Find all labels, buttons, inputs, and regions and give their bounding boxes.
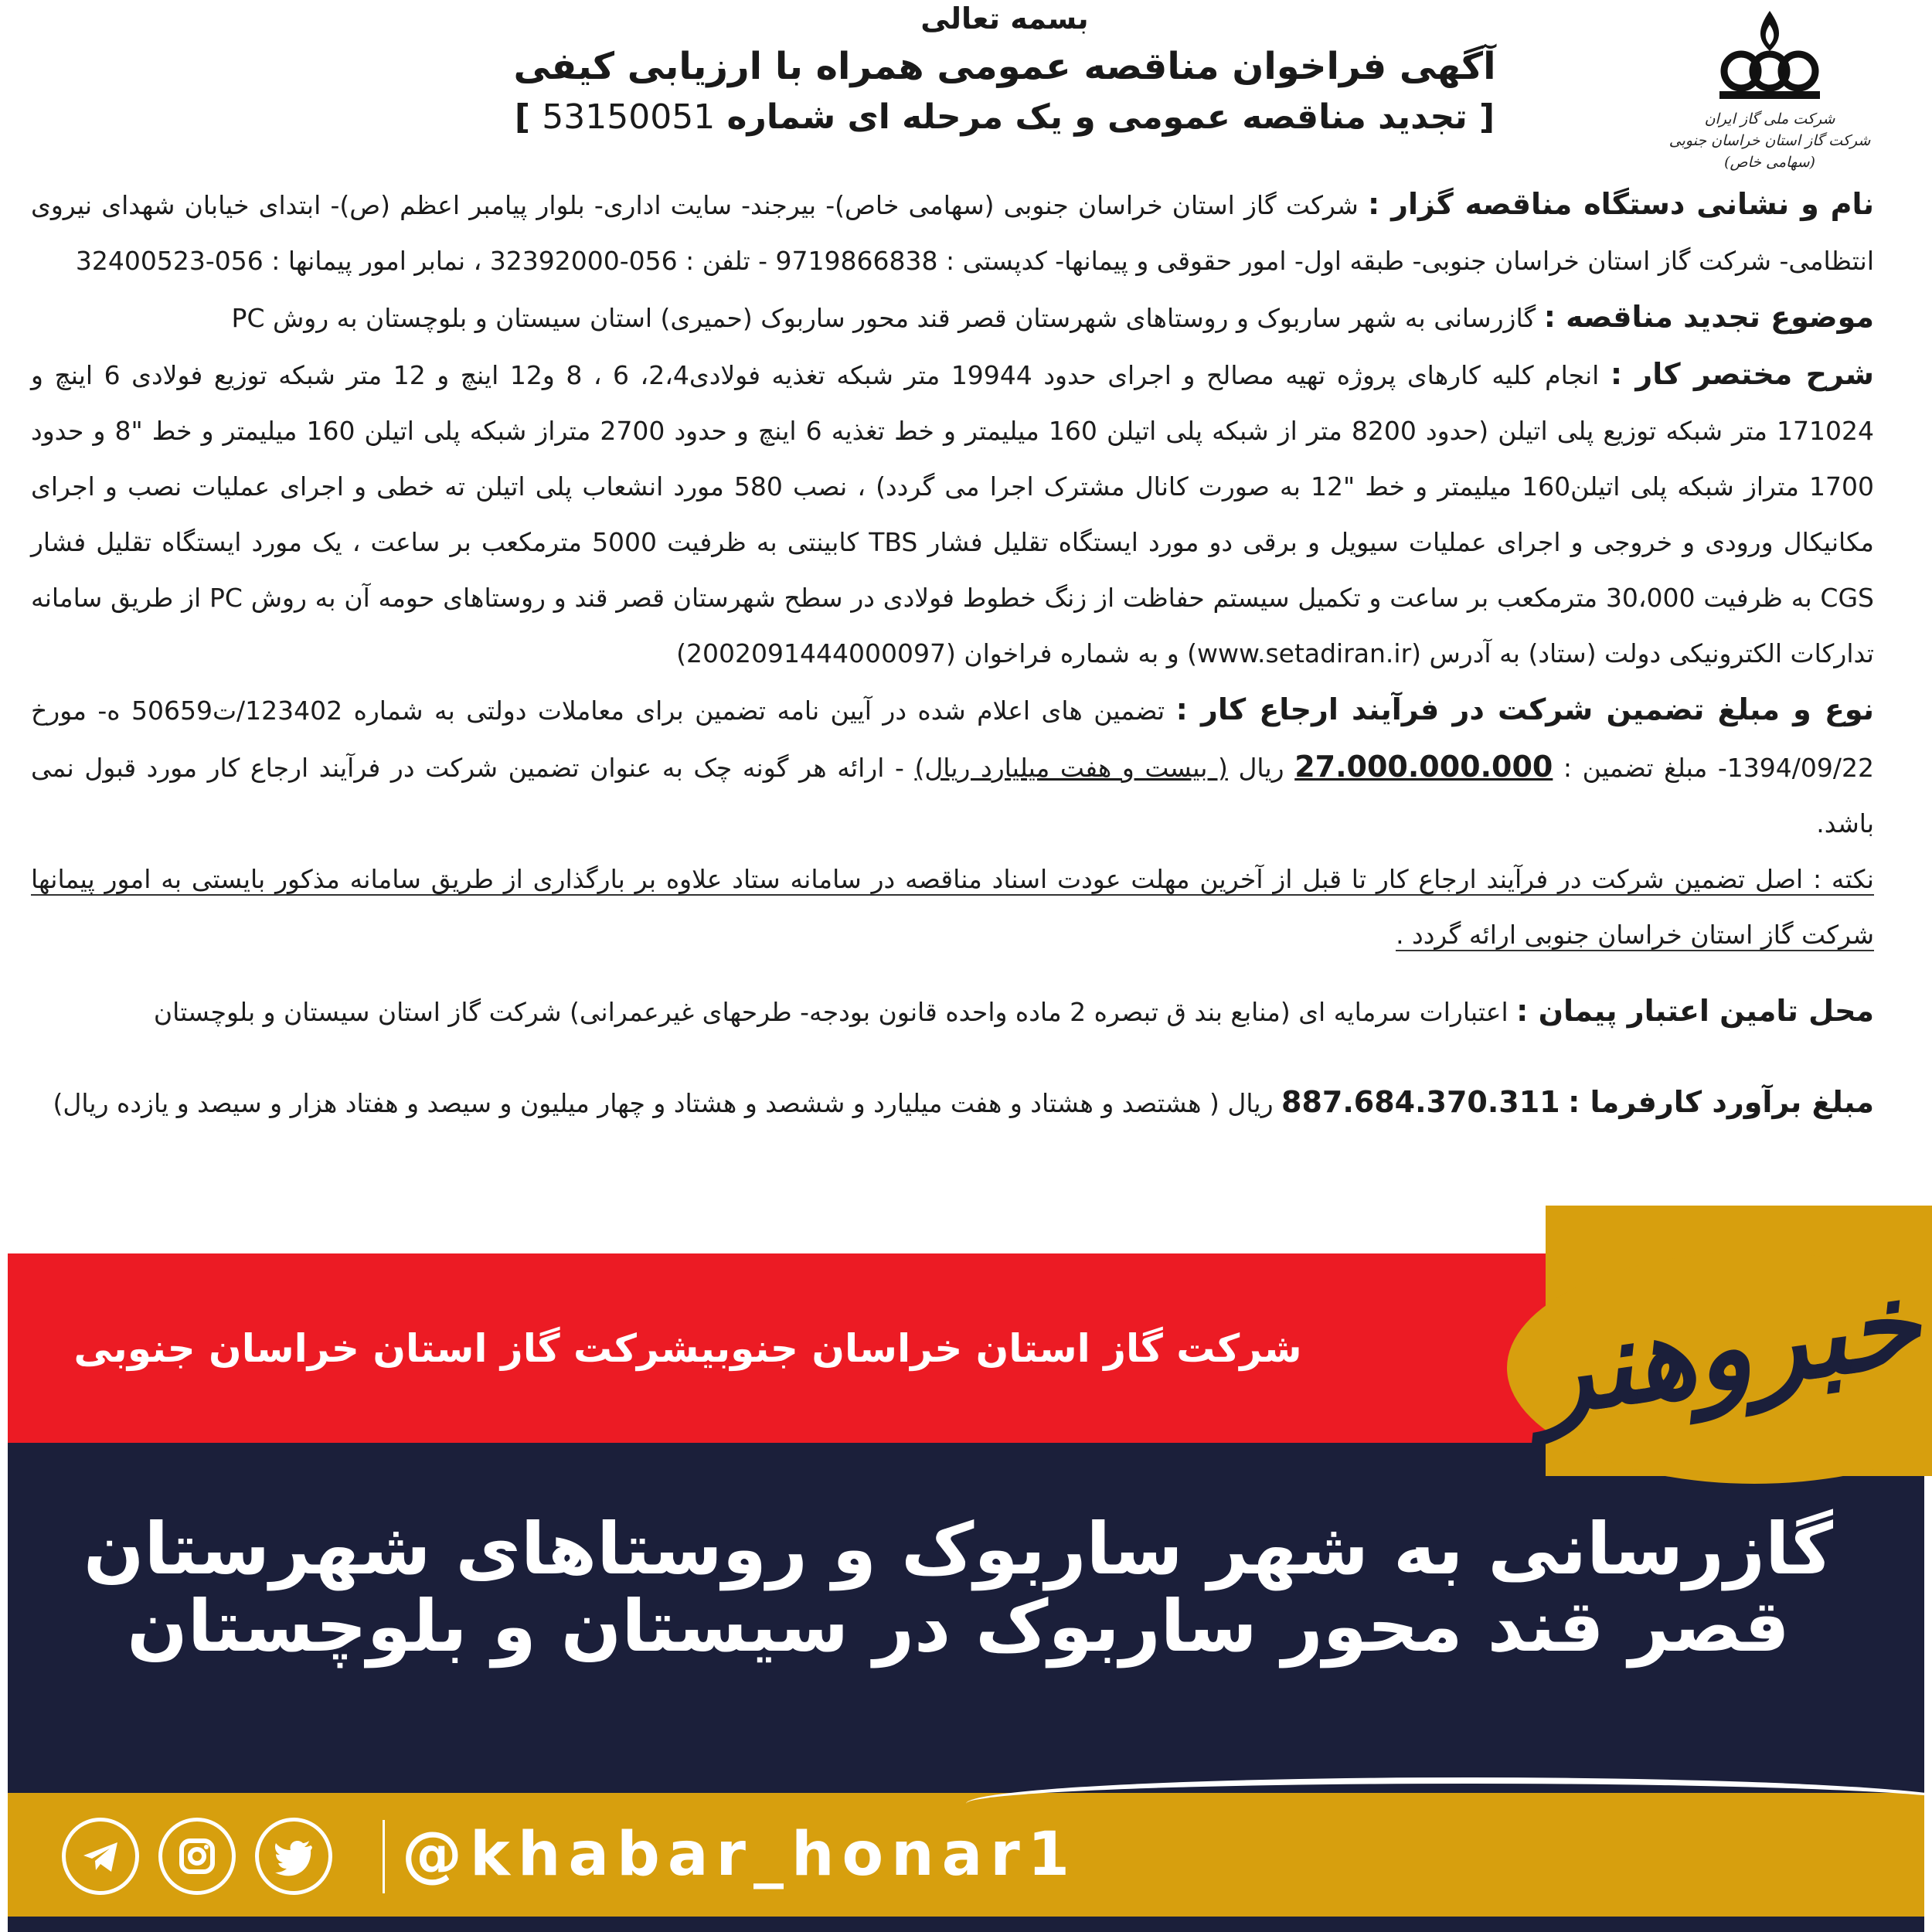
note-paragraph (31, 852, 1874, 963)
telegram-glyph (79, 1835, 122, 1878)
organizer-text: شرکت گاز استان خراسان جنوبی (سهامی خاص)- بیرجند- سایت اداری- بلوار پیامبر اعظم (ص)- ابتدای خیابان شهدای نیروی انتظامی- شرکت گاز استان خراسان جنوبی- طبقه اول- امور حقوقی و پیمانها- کدپستی : 9719866838 - تلفن : 056-32392000 ، نمابر امور پیمانها : 056-32400523 (31, 190, 1874, 276)
red-caption-text: شرکت گاز استان خراسان جنوبیشرکت گاز استان خراسان جنوبی (73, 1325, 1302, 1371)
subject-paragraph (31, 289, 1874, 346)
twitter-glyph (272, 1835, 315, 1878)
guarantee-text-1: تضمین های اعلام شده در آیین نامه تضمین برای معاملات دولتی به شماره 123402/ت50659 ه- مورخ 1394/09/22- مبلغ تضمین : (31, 696, 1874, 783)
flame-logo-icon (1712, 8, 1828, 108)
nigc-logo (1662, 8, 1878, 170)
instagram-icon[interactable] (158, 1818, 236, 1895)
guarantee-text-3: - ارائه هر گونه چک به عنوان تضمین شرکت در فرآیند ارجاع کار مورد قبول نمی باشد. (31, 753, 1874, 838)
organizer-paragraph (31, 176, 1874, 289)
headline: گازرسانی به شهر ساربوک و روستاهای شهرستان قصر قند محور ساربوک در سیستان و بلوچستان (83, 1508, 1834, 1668)
funding-label: محل تامین اعتبار پیمان : (1516, 994, 1874, 1028)
tender-number: 53150051 (542, 97, 716, 137)
notice-subtitle (433, 97, 1577, 137)
social-handle[interactable]: @khabar_honar1 (402, 1820, 1077, 1889)
social-divider (383, 1820, 385, 1893)
logo-caption-2: شرکت گاز استان خراسان جنوبی (سهامی خاص) (1668, 132, 1871, 171)
scope-label: شرح مختصر کار : (1610, 357, 1874, 391)
twitter-icon[interactable] (255, 1818, 332, 1895)
subtitle-prefix: [ تجدید مناقصه عمومی و یک مرحله ای شماره (726, 97, 1495, 137)
brand-logo: خبروهنر (1526, 1254, 1928, 1443)
estimate-label: مبلغ برآورد کارفرما : (1568, 1085, 1874, 1119)
subject-text: گازرسانی به شهر ساربوک و روستاهای شهرستان قصر قند محور ساربوک (حمیری) استان سیستان و بلوچستان به روش PC (231, 303, 1536, 333)
scope-text: انجام کلیه کارهای پروژه تهیه مصالح و اجرای حدود 19944 متر شبکه تغذیه فولادی2،4، 6 ، 8 و12 اینچ و 12 متر شبکه توزیع فولادی 6 اینچ و 171024 متر شبکه توزیع پلی اتیلن (حدود 8200 متر از شبکه پلی اتیلن 160 میلیمتر و خط تغذیه 6 اینچ و حدود 2700 متراز شبکه پلی اتیلن 160 میلیمتر و خط "8 و حدود 1700 متراز شبکه پلی اتیلن160 میلیمتر و خط "12 به صورت کانال مشترک اجرا می گردد) ، نصب 580 مورد انشعاب پلی اتیلن ته خطی و اجرای عملیات نصب و اجرای مکانیکال ورودی و خروجی و اجرای عملیات سیویل و برقی دو مورد ایستگاه تقلیل فشار TBS کابینتی به ظرفیت 5000 مترمکعب بر ساعت ، یک مورد ایستگاه تقلیل فشار CGS به ظرفیت 30،000 مترمکعب بر ساعت و تکمیل سیستم حفاظت از زنگ خطوط فولادی در سطح شهرستان قصر قند و روستاهای حومه آن به روش PC از طریق سامانه تدارکات الکترونیکی دولت (ستاد) به آدرس (www.setadiran.ir) و به شماره فراخوان (2002091444000097) (31, 360, 1875, 668)
social-bar-curve (966, 1777, 1932, 1830)
guarantee-label: نوع و مبلغ تضمین شرکت در فرآیند ارجاع کار : (1175, 692, 1874, 726)
estimate-paragraph (31, 1074, 1874, 1131)
scope-paragraph (31, 346, 1874, 682)
guarantee-text-2: ریال (1238, 753, 1284, 783)
logo-caption-1: شرکت ملی گاز ایران (1704, 111, 1835, 128)
guarantee-paragraph (31, 682, 1874, 852)
guarantee-amount: 27.000.000.000 (1294, 750, 1553, 784)
notice-title: آگهی فراخوان مناقصه عمومی همراه با ارزیابی کیفی (513, 45, 1496, 88)
organizer-label: نام و نشانی دستگاه مناقصه گزار : (1368, 187, 1875, 221)
telegram-icon[interactable] (62, 1818, 139, 1895)
subtitle-suffix: ] (514, 97, 530, 137)
subject-label: موضوع تجدید مناقصه : (1543, 300, 1874, 334)
guarantee-words: ( بیست و هفت میلیارد ریال) (914, 753, 1228, 783)
notice-body (31, 176, 1874, 1131)
instagram-glyph (175, 1835, 219, 1878)
estimate-amount: 887.684.370.311 (1281, 1085, 1560, 1119)
note-text: نکته : اصل تضمین شرکت در فرآیند ارجاع کار تا قبل از آخرین مهلت عودت اسناد مناقصه در سامانه ستاد علاوه بر بارگذاری از طریق سامانه مذکور بایستی به امور پیمانها شرکت گاز استان خراسان جنوبی ارائه گردد . (31, 864, 1874, 950)
estimate-text: ریال ( هشتصد و هشتاد و هفت میلیارد و ششصد و هشتاد و چهار میلیون و سیصد و هفتاد هزار و سیصد و یازده ریال) (53, 1088, 1274, 1118)
funding-text: اعتبارات سرمایه ای (منابع بند ق تبصره 2 ماده واحده قانون بودجه- طرحهای غیرعمرانی) شرکت گاز استان سیستان و بلوچستان (153, 997, 1509, 1027)
spacer (31, 963, 1874, 983)
bismillah-heading: بسمه تعالی (920, 2, 1089, 36)
spacer (31, 1040, 1874, 1074)
funding-paragraph (31, 983, 1874, 1040)
